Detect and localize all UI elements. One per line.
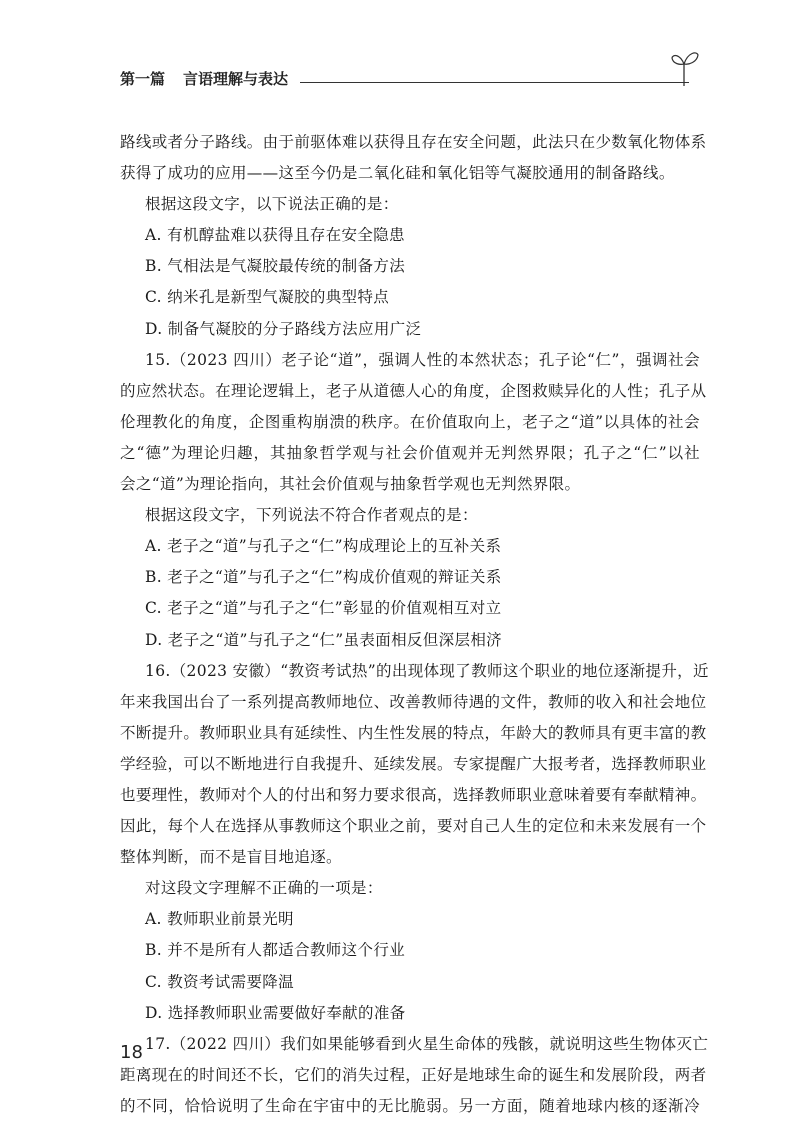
text-line: A. 老子之“道”与孔子之“仁”构成理论上的互补关系 bbox=[145, 537, 502, 556]
text-line: 根据这段文字，以下说法正确的是： bbox=[145, 195, 399, 214]
text-line: D. 制备气凝胶的分子路线方法应用广泛 bbox=[145, 319, 422, 338]
header-rule bbox=[300, 82, 689, 83]
text-line: C. 教资考试需要降温 bbox=[145, 972, 295, 991]
sprout-icon bbox=[670, 42, 700, 86]
text-line: A. 有机醇盐难以获得且存在安全隐患 bbox=[145, 226, 405, 245]
header-part-label: 第一篇 bbox=[120, 70, 166, 88]
text-line: 不断提升。教师职业具有延续性、内生性发展的特点，年龄大的教师具有更丰富的教 bbox=[120, 723, 707, 742]
text-line: 距离现在的时间还不长，它们的消失过程，正好是地球生命的诞生和发展阶段，两者 bbox=[120, 1065, 707, 1084]
text-line: C. 老子之“道”与孔子之“仁”彰显的价值观相互对立 bbox=[145, 599, 502, 618]
body-text bbox=[120, 127, 709, 1122]
text-line: B. 老子之“道”与孔子之“仁”构成价值观的辩证关系 bbox=[145, 568, 502, 587]
text-line: B. 气相法是气凝胶最传统的制备方法 bbox=[145, 257, 406, 276]
text-line: 的应然状态。在理论逻辑上，老子从道德人心的角度，企图救赎异化的人性；孔子从 bbox=[120, 381, 707, 400]
text-line: D. 老子之“道”与孔子之“仁”虽表面相反但深层相济 bbox=[145, 630, 503, 649]
text-line: B. 并不是所有人都适合教师这个行业 bbox=[145, 941, 406, 960]
text-line: 也要理性，教师对个人的付出和努力要求很高，选择教师职业意味着要有奉献精神。 bbox=[120, 785, 707, 804]
text-line: 之“德”为理论归趣，其抽象哲学观与社会价值观并无判然界限；孔子之“仁”以社 bbox=[120, 443, 700, 462]
text-line: 伦理教化的角度，企图重构崩溃的秩序。在价值取向上，老子之“道”以具体的社会 bbox=[120, 412, 700, 431]
text-line: 根据这段文字，下列说法不符合作者观点的是： bbox=[145, 506, 478, 525]
text-line: 年来我国出台了一系列提高教师地位、改善教师待遇的文件，教师的收入和社会地位 bbox=[120, 692, 707, 711]
text-line: D. 选择教师职业需要做好奉献的准备 bbox=[145, 1003, 406, 1022]
page-number: 18 bbox=[120, 1042, 143, 1063]
text-line: 学经验，可以不断地进行自我提升、延续发展。专家提醒广大报考者，选择教师职业 bbox=[120, 754, 707, 773]
text-line: 路线或者分子路线。由于前驱体难以获得且存在安全问题，此法只在少数氧化物体系 bbox=[120, 133, 707, 151]
text-line: 15.（2023 四川）老子论“道”，强调人性的本然状态；孔子论“仁”，强调社会 bbox=[145, 350, 700, 369]
text-line: C. 纳米孔是新型气凝胶的典型特点 bbox=[145, 288, 390, 307]
text-line: 16.（2023 安徽）“教资考试热”的出现体现了教师这个职业的地位逐渐提升，近 bbox=[145, 661, 709, 680]
text-line: 因此，每个人在选择从事教师这个职业之前，要对自己人生的定位和未来发展有一个 bbox=[120, 817, 707, 836]
text-line: 17.（2022 四川）我们如果能够看到火星生命体的残骸，就说明这些生物体灭亡 bbox=[145, 1034, 709, 1053]
text-line: 整体判断，而不是盲目地追逐。 bbox=[120, 848, 342, 867]
text-line: A. 教师职业前景光明 bbox=[145, 910, 294, 929]
header-chapter-title: 言语理解与表达 bbox=[183, 70, 289, 88]
text-line: 获得了成功的应用——这至今仍是二氧化硅和氧化铝等气凝胶通用的制备路线。 bbox=[120, 164, 675, 183]
running-header bbox=[120, 64, 695, 88]
text-line: 的不同，恰恰说明了生命在宇宙中的无比脆弱。另一方面，随着地球内核的逐渐冷 bbox=[120, 1096, 700, 1115]
text-line: 对这段文字理解不正确的一项是： bbox=[145, 879, 383, 898]
text-line: 会之“道”为理论指向，其社会价值观与抽象哲学观也无判然界限。 bbox=[120, 475, 581, 494]
